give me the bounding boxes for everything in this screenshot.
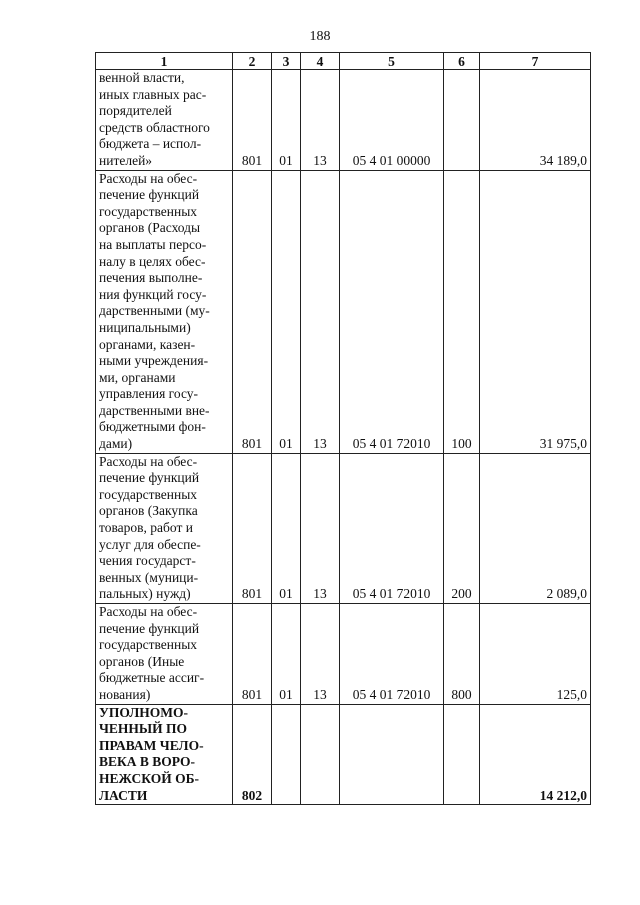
expense-name-line: ми, органами [99, 369, 176, 385]
expense-name-line: ниципальными) [99, 319, 191, 335]
expense-name-cell [96, 704, 233, 805]
expense-name-line: венных (муници- [99, 569, 199, 585]
subsection-code-cell [301, 704, 340, 805]
subsection-code-cell: 13 [301, 453, 340, 603]
expense-name-line: государственных [99, 486, 198, 502]
department-code-cell: 802 [233, 704, 272, 805]
table-row [96, 170, 591, 453]
expense-name-line: пальных) нужд) [99, 586, 191, 602]
expense-name-line: иных главных рас- [99, 86, 207, 102]
column-header-3: 3 [272, 53, 301, 70]
expense-name-line: печение функций [99, 187, 200, 203]
section-code-cell: 01 [272, 170, 301, 453]
expense-name-line: государственных [99, 637, 198, 653]
expense-name-line: печение функций [99, 470, 200, 486]
expense-name-line: Расходы на обес- [99, 604, 198, 619]
target-article-cell: 05 4 01 72010 [340, 453, 444, 603]
expense-name-line: венной власти, [99, 70, 185, 85]
subsection-code-cell: 13 [301, 70, 340, 171]
table-row [96, 604, 591, 705]
section-code-cell [272, 704, 301, 805]
target-article-cell: 05 4 01 72010 [340, 170, 444, 453]
expense-name-line: дарственными вне- [99, 402, 210, 418]
department-code-cell: 801 [233, 604, 272, 705]
expense-name-line: органов (Иные [99, 653, 185, 669]
column-header-7: 7 [480, 53, 591, 70]
column-header-5: 5 [340, 53, 444, 70]
expense-name-line: услуг для обеспе- [99, 536, 201, 552]
subsection-code-cell: 13 [301, 170, 340, 453]
expense-name-line: Расходы на обес- [99, 170, 198, 186]
budget-table [95, 52, 591, 805]
amount-cell: 34 189,0 [480, 70, 591, 171]
expense-type-cell: 100 [444, 170, 480, 453]
expense-name-cell [96, 453, 233, 603]
expense-type-cell [444, 70, 480, 171]
expense-name-line: ЛАСТИ [99, 787, 148, 803]
amount-cell: 125,0 [480, 604, 591, 705]
expense-name-line: средств областного [99, 119, 210, 135]
expense-name-line: дарственными (му- [99, 303, 210, 319]
expense-name-line: чения государст- [99, 553, 196, 569]
table-row [96, 704, 591, 805]
expense-name-line: налу в целях обес- [99, 253, 206, 269]
expense-name-line: печения выполне- [99, 270, 203, 286]
expense-name-cell [96, 170, 233, 453]
expense-name-line: на выплаты персо- [99, 236, 207, 252]
expense-name-line: НЕЖСКОЙ ОБ- [99, 770, 200, 786]
expense-name-line: управления госу- [99, 386, 199, 402]
expense-name-line: бюджетными фон- [99, 419, 206, 435]
expense-name-line: ПРАВАМ ЧЕЛО- [99, 737, 204, 753]
expense-name-line: ВЕКА В ВОРО- [99, 754, 195, 770]
expense-name-line: Расходы на обес- [99, 453, 198, 469]
expense-name-line: дами) [99, 436, 133, 452]
subsection-code-cell: 13 [301, 604, 340, 705]
expense-name-line: ЧЕННЫЙ ПО [99, 721, 188, 737]
table-header-row [96, 53, 591, 70]
section-code-cell: 01 [272, 70, 301, 171]
target-article-cell: 05 4 01 72010 [340, 604, 444, 705]
expense-name-line: товаров, работ и [99, 520, 193, 536]
expense-name-line: органами, казен- [99, 336, 196, 352]
section-code-cell: 01 [272, 604, 301, 705]
target-article-cell: 05 4 01 00000 [340, 70, 444, 171]
table-row [96, 70, 591, 171]
column-header-1: 1 [96, 53, 233, 70]
table-row [96, 453, 591, 603]
department-code-cell: 801 [233, 70, 272, 171]
expense-name-line: печение функций [99, 620, 200, 636]
expense-type-cell: 200 [444, 453, 480, 603]
expense-name-line: органов (Закупка [99, 503, 198, 519]
column-header-2: 2 [233, 53, 272, 70]
expense-type-cell [444, 704, 480, 805]
expense-name-line: ными учреждения- [99, 353, 209, 369]
column-header-4: 4 [301, 53, 340, 70]
expense-name-line: ния функций госу- [99, 286, 207, 302]
expense-name-cell [96, 604, 233, 705]
expense-name-line: нителей» [99, 152, 153, 168]
department-code-cell: 801 [233, 453, 272, 603]
expense-name-line: бюджетные ассиг- [99, 670, 205, 686]
expense-name-line: органов (Расходы [99, 220, 201, 236]
amount-cell: 2 089,0 [480, 453, 591, 603]
amount-cell: 14 212,0 [480, 704, 591, 805]
department-code-cell: 801 [233, 170, 272, 453]
section-code-cell: 01 [272, 453, 301, 603]
expense-name-line: нования) [99, 686, 151, 702]
expense-name-line: государственных [99, 203, 198, 219]
column-header-6: 6 [444, 53, 480, 70]
target-article-cell [340, 704, 444, 805]
expense-name-line: УПОЛНОМО- [99, 704, 189, 720]
expense-name-cell [96, 70, 233, 171]
expense-name-line: порядителей [99, 103, 172, 119]
expense-name-line: бюджета – испол- [99, 136, 202, 152]
expense-type-cell: 800 [444, 604, 480, 705]
amount-cell: 31 975,0 [480, 170, 591, 453]
page-number: 188 [309, 29, 331, 44]
